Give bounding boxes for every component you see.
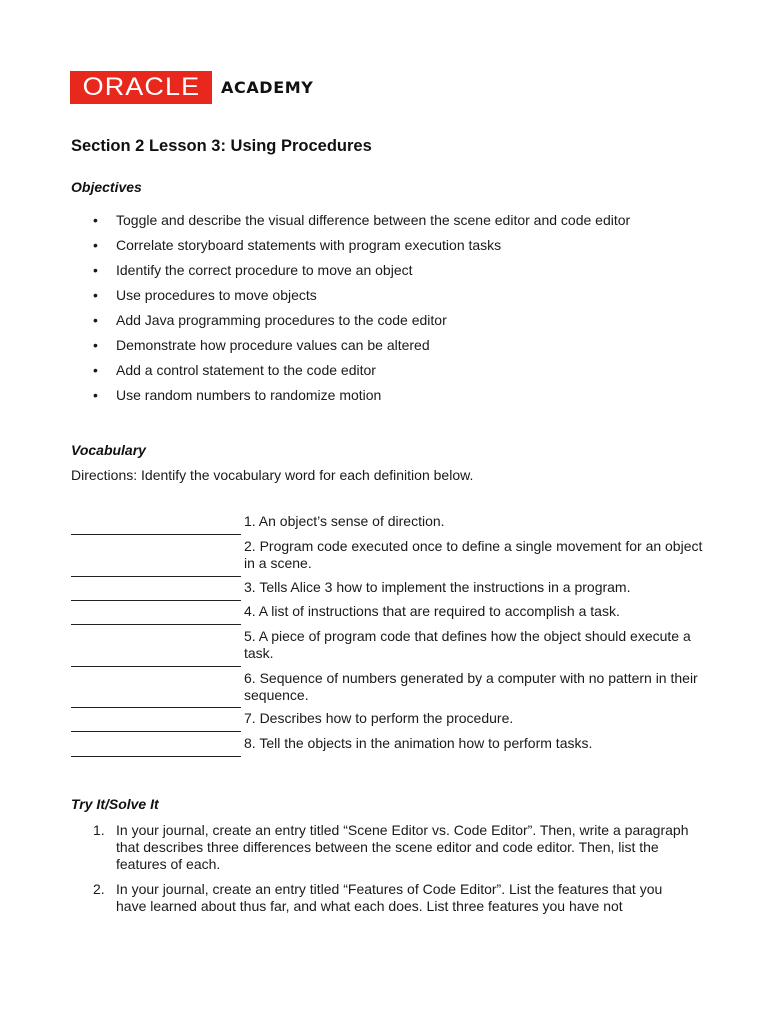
vocab-definition: 3. Tells Alice 3 how to implement the instructions in a program.	[244, 579, 631, 595]
answer-blank[interactable]	[71, 534, 241, 535]
vocab-definition: 1. An object’s sense of direction.	[244, 513, 445, 529]
try-it-number: 2.	[93, 881, 105, 897]
vocabulary-heading: Vocabulary	[71, 442, 146, 458]
try-it-item	[71, 881, 696, 915]
vocab-definition: 5. A piece of program code that defines how the object should execute a task.	[244, 628, 691, 661]
objective-item: • Correlate storyboard statements with program execution tasks	[71, 236, 630, 261]
try-it-heading: Try It/Solve It	[71, 796, 159, 812]
answer-blank[interactable]	[71, 666, 241, 667]
answer-blank[interactable]	[71, 576, 241, 577]
objective-item: • Use procedures to move objects	[71, 286, 630, 311]
objectives-list	[71, 211, 630, 411]
oracle-logo-text: ORACLE	[82, 73, 200, 101]
vocab-definition: 6. Sequence of numbers generated by a computer with no pattern in their sequence.	[244, 670, 698, 703]
try-it-list	[71, 822, 696, 923]
answer-blank[interactable]	[71, 624, 241, 625]
objective-item: • Identify the correct procedure to move an object	[71, 261, 630, 286]
answer-blank[interactable]	[71, 731, 241, 732]
vocab-definition: 7. Describes how to perform the procedure.	[244, 710, 514, 726]
vocab-definition: 2. Program code executed once to define a single movement for an object in a scene.	[244, 538, 703, 571]
oracle-logo-box	[70, 71, 212, 104]
try-it-item	[71, 822, 696, 873]
vocab-definition: 4. A list of instructions that are required to accomplish a task.	[244, 603, 620, 619]
objectives-heading: Objectives	[71, 179, 142, 195]
try-it-text: In your journal, create an entry titled “Scene Editor vs. Code Editor”. Then, write a paragraph that describes three differences between the scene editor and code editor. Then, list the features of each.	[116, 822, 689, 872]
oracle-academy-logo	[70, 71, 313, 104]
answer-blank[interactable]	[71, 600, 241, 601]
objective-item: • Add a control statement to the code editor	[71, 361, 630, 386]
try-it-text: In your journal, create an entry titled “Features of Code Editor”. List the features that you have learned about thus far, and what each does. List three features you have not	[116, 881, 663, 914]
try-it-number: 1.	[93, 822, 105, 838]
vocabulary-directions: Directions: Identify the vocabulary word for each definition below.	[71, 467, 474, 483]
academy-label: ACADEMY	[221, 78, 314, 97]
answer-blank[interactable]	[71, 707, 241, 708]
objective-item: • Add Java programming procedures to the code editor	[71, 311, 630, 336]
objective-item: • Demonstrate how procedure values can be altered	[71, 336, 630, 361]
answer-blank[interactable]	[71, 756, 241, 757]
page-title: Section 2 Lesson 3: Using Procedures	[71, 137, 372, 155]
vocab-definition: 8. Tell the objects in the animation how to perform tasks.	[244, 735, 593, 751]
objective-item: • Toggle and describe the visual difference between the scene editor and code editor	[71, 211, 630, 236]
objective-item: • Use random numbers to randomize motion	[71, 386, 630, 411]
